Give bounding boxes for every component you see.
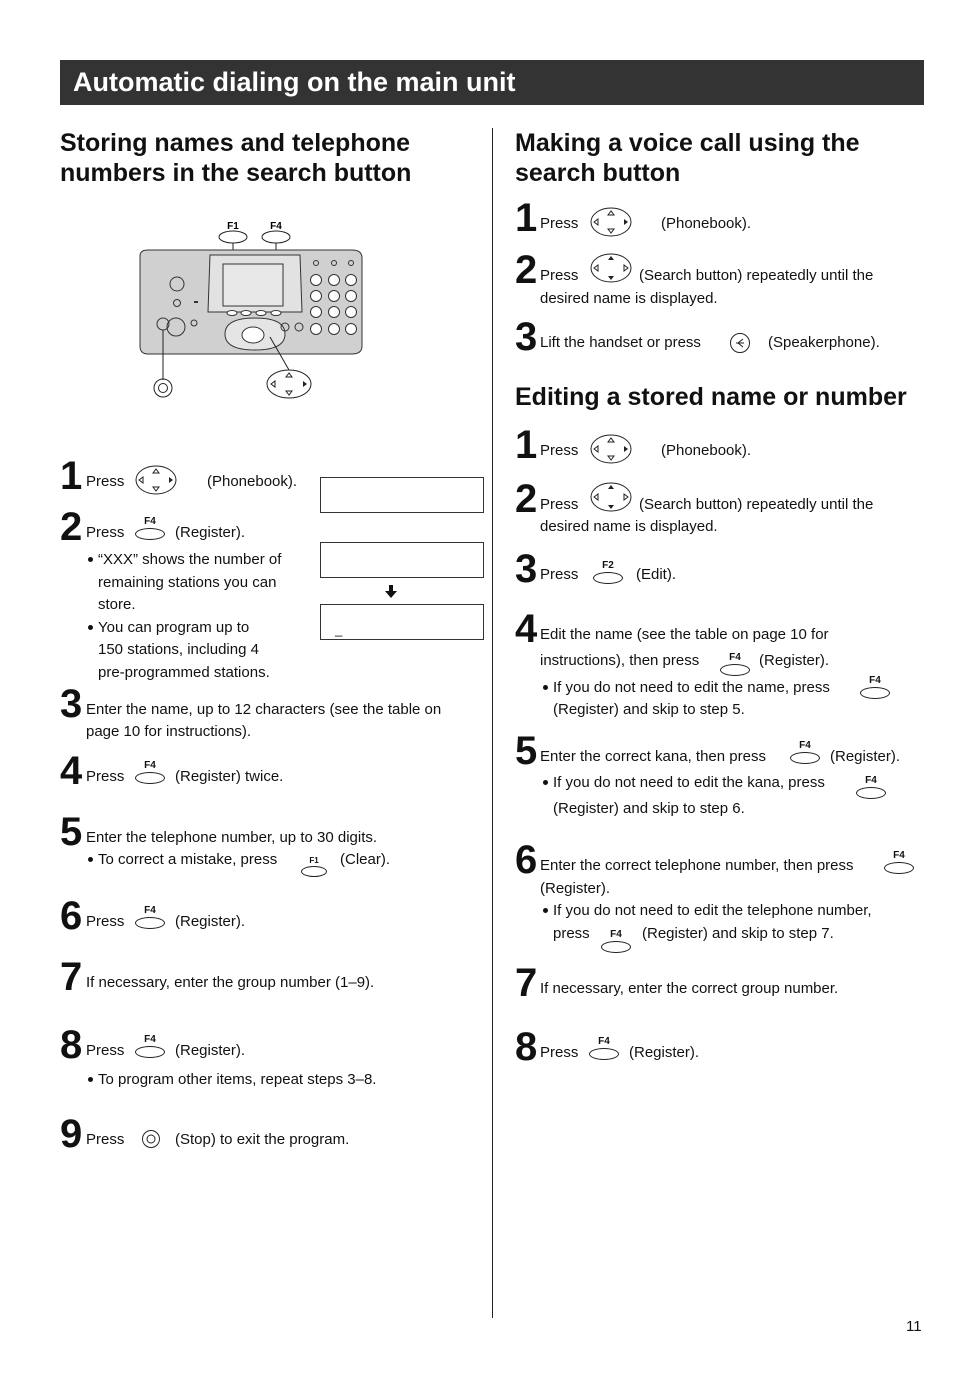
step-text: Press: [86, 913, 125, 930]
step-text: (Register).: [830, 748, 901, 765]
step-number: 4: [60, 749, 83, 793]
step-text: (Speakerphone).: [768, 334, 880, 351]
step-number: 3: [60, 682, 83, 726]
bullet-text: (Register) and skip to step 7.: [642, 925, 834, 942]
f2-key-icon: F2: [589, 561, 627, 585]
lcd-display-2: [320, 542, 484, 578]
phonebook-key-icon: [589, 206, 633, 238]
step-text: (Register).: [175, 524, 246, 541]
right-heading1-line2: search button: [515, 159, 681, 187]
step-number: 3: [515, 315, 538, 359]
f4-key-icon: F4: [131, 517, 169, 541]
bullet-text: You can program up to: [98, 619, 250, 636]
bullet: [88, 625, 93, 630]
page-number: 11: [906, 1318, 922, 1335]
f4-key-icon: F4: [856, 676, 894, 700]
step-text: Press: [540, 1044, 579, 1061]
step-text: instructions), then press: [540, 652, 700, 669]
step-text: (Phonebook).: [661, 442, 752, 459]
bullet-text: “XXX” shows the number of: [98, 551, 282, 568]
step-text: Press: [86, 473, 125, 490]
step-number: 2: [515, 248, 538, 292]
step-number: 2: [515, 477, 538, 521]
step-text: (Register).: [629, 1044, 700, 1061]
step-text: (Search button) repeatedly until the: [639, 267, 874, 284]
step-text: Edit the name (see the table on page 10 for: [540, 626, 829, 643]
f4-key-icon: F4: [131, 761, 169, 785]
bullet-text: To correct a mistake, press: [98, 851, 278, 868]
right-heading2: Editing a stored name or number: [515, 383, 907, 411]
column-divider: [492, 128, 493, 1318]
step-number: 5: [515, 729, 538, 773]
step-text: If necessary, enter the correct group number.: [540, 980, 839, 997]
step-text: Press: [540, 215, 579, 232]
diagram-f4-label: F4: [270, 221, 282, 232]
bullet-text: If you do not need to edit the name, press: [553, 679, 830, 696]
bullet: [543, 685, 548, 690]
step-text: Enter the correct kana, then press: [540, 748, 766, 765]
search-key-icon: [589, 252, 633, 284]
bullet: [543, 780, 548, 785]
step-number: 1: [60, 454, 83, 498]
step-text: Press: [540, 496, 579, 513]
step-text: Press: [540, 442, 579, 459]
left-heading-line2: numbers in the search button: [60, 159, 412, 187]
f4-key-icon: F4: [716, 653, 754, 677]
step-text: Press: [540, 267, 579, 284]
step-text: Press: [86, 768, 125, 785]
step-number: 4: [515, 607, 538, 651]
step-text: (Phonebook).: [661, 215, 752, 232]
step-text: (Register).: [175, 1042, 246, 1059]
step-text: page 10 for instructions).: [86, 723, 252, 740]
step-number: 1: [515, 423, 538, 467]
step-text: (Phonebook).: [207, 473, 298, 490]
step-text: (Edit).: [636, 566, 677, 583]
step-number: 7: [515, 961, 538, 1005]
left-heading-line1: Storing names and telephone: [60, 129, 411, 157]
bullet-text: remaining stations you can: [98, 574, 277, 591]
step-text: (Register).: [175, 913, 246, 930]
fax-unit-diagram: [130, 210, 370, 410]
step-text: Press: [86, 1042, 125, 1059]
search-key-icon: [589, 481, 633, 513]
step-text: Press: [86, 524, 125, 541]
step-number: 8: [515, 1025, 538, 1069]
section-banner: Automatic dialing on the main unit: [60, 60, 924, 105]
step-text: If necessary, enter the group number (1–9).: [86, 974, 375, 991]
bullet-text: store.: [98, 596, 136, 613]
bullet-text: If you do not need to edit the kana, press: [553, 774, 825, 791]
step-text: (Register).: [759, 652, 830, 669]
f4-key-icon: F4: [852, 776, 890, 800]
step-number: 9: [60, 1112, 83, 1156]
step-text: Enter the name, up to 12 characters (see the table on: [86, 701, 442, 718]
f1-key-icon: F1: [296, 856, 332, 880]
f4-key-icon: F4: [880, 851, 918, 875]
bullet: [88, 1077, 93, 1082]
f4-key-icon: F4: [597, 930, 635, 954]
step-text: Press: [540, 566, 579, 583]
step-text: (Register).: [540, 880, 611, 897]
step-number: 8: [60, 1023, 83, 1067]
step-text: Enter the correct telephone number, then press: [540, 857, 854, 874]
f4-key-icon: F4: [786, 741, 824, 765]
step-text: (Register) twice.: [175, 768, 284, 785]
step-text: desired name is displayed.: [540, 290, 718, 307]
f4-key-icon: F4: [131, 1035, 169, 1059]
step-text: (Search button) repeatedly until the: [639, 496, 874, 513]
lcd-display-3: _: [320, 604, 484, 640]
step-text: Press: [86, 1131, 125, 1148]
arrow-down-icon: [385, 585, 397, 599]
step-number: 3: [515, 547, 538, 591]
bullet: [543, 908, 548, 913]
step-number: 5: [60, 810, 83, 854]
step-text: (Stop) to exit the program.: [175, 1131, 350, 1148]
step-text: Enter the telephone number, up to 30 digits.: [86, 829, 378, 846]
step-number: 1: [515, 196, 538, 240]
right-heading1-line1: Making a voice call using the: [515, 129, 860, 157]
f4-key-icon: F4: [131, 906, 169, 930]
step-number: 6: [60, 894, 83, 938]
speakerphone-key-icon: [729, 332, 751, 354]
bullet-text: To program other items, repeat steps 3–8.: [98, 1071, 377, 1088]
bullet-text: 150 stations, including 4: [98, 641, 259, 658]
step-number: 6: [515, 838, 538, 882]
step-number: 2: [60, 505, 83, 549]
bullet-text: If you do not need to edit the telephone number,: [553, 902, 872, 919]
bullet: [88, 857, 93, 862]
step-text: (Clear).: [340, 851, 391, 868]
stop-key-icon: [141, 1129, 161, 1149]
step-text: desired name is displayed.: [540, 518, 718, 535]
bullet: [88, 557, 93, 562]
phonebook-key-icon: [589, 433, 633, 465]
step-text: Lift the handset or press: [540, 334, 701, 351]
phonebook-key-icon: [134, 464, 178, 496]
bullet-text: pre-programmed stations.: [98, 664, 270, 681]
diagram-f1-label: F1: [227, 221, 239, 232]
bullet-text: press: [553, 925, 590, 942]
f4-key-icon: F4: [585, 1037, 623, 1061]
bullet-text: (Register) and skip to step 5.: [553, 701, 745, 718]
lcd-display-1: [320, 477, 484, 513]
step-number: 7: [60, 955, 83, 999]
bullet-text: (Register) and skip to step 6.: [553, 800, 745, 817]
